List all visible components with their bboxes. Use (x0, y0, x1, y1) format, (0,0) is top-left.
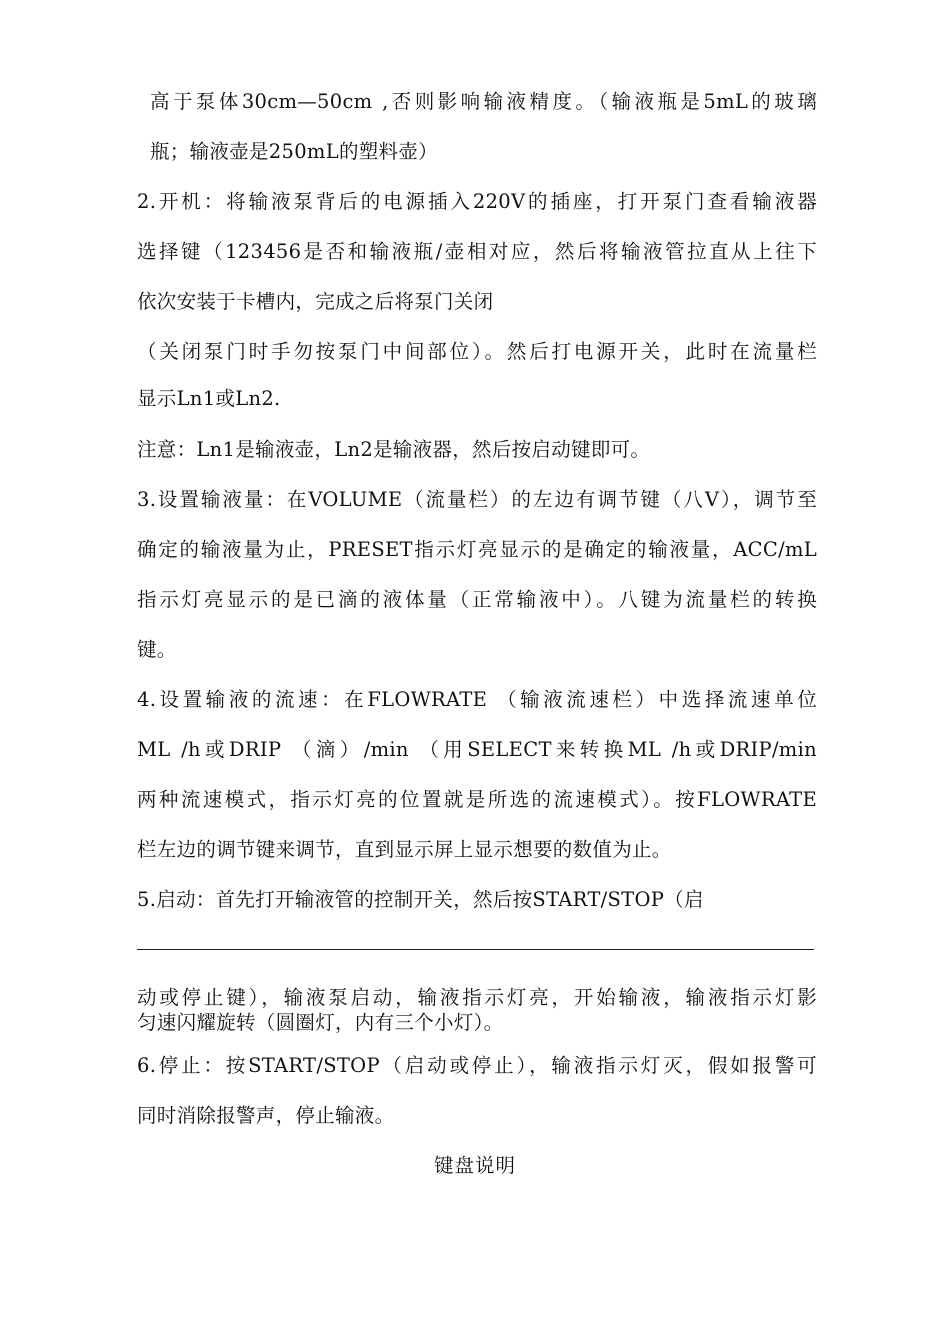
text-line: 指示灯亮显示的是已滴的液体量（正常输液中）。八键为流量栏的转换 (137, 588, 817, 611)
text-line: 5.启动：首先打开输液管的控制开关，然后按START/STOP（启 (137, 888, 704, 911)
text-line: 同时消除报警声，停止输液。 (137, 1104, 395, 1127)
text-line: 两种流速模式，指示灯亮的位置就是所选的流速模式）。按FLOWRATE (137, 788, 817, 811)
text-line: 依次安装于卡槽内，完成之后将泵门关闭 (137, 290, 494, 313)
text-line: 显示Ln1或Ln2. (137, 387, 281, 410)
text-line: 2.开机：将输液泵背后的电源插入220V的插座，打开泵门查看输液器 (137, 190, 817, 213)
text-line: 3.设置输液量：在VOLUME（流量栏）的左边有调节键（八V），调节至 (137, 488, 817, 511)
text-line: 瓶；输液壶是250mL的塑料壶） (150, 140, 438, 163)
text-line: ML /h或DRIP （滴）/min （用SELECT来转换ML /h或DRIP/min (137, 738, 817, 761)
text-line: 6.停止：按START/STOP（启动或停止），输液指示灯灭，假如报警可 (137, 1054, 817, 1077)
text-line: 键。 (137, 638, 177, 661)
text-line: 动或停止键），输液泵启动，输液指示灯亮，开始输液，输液指示灯影 (137, 986, 817, 1009)
page-divider (137, 949, 814, 950)
text-line: 选择键（123456是否和输液瓶/壶相对应，然后将输液管拉直从上往下 (137, 240, 817, 263)
text-line: 栏左边的调节键来调节，直到显示屏上显示想要的数值为止。 (137, 838, 672, 861)
text-line: 确定的输液量为止，PRESET指示灯亮显示的是确定的输液量，ACC/mL (137, 538, 817, 561)
text-line: 注意：Ln1是输液壶，Ln2是输液器，然后按启动键即可。 (137, 438, 651, 461)
text-line: 匀速闪耀旋转（圆圈灯，内有三个小灯）。 (137, 1011, 504, 1034)
section-heading: 键盘说明 (433, 1154, 516, 1177)
text-line: （关闭泵门时手勿按泵门中间部位）。然后打电源开关，此时在流量栏 (137, 340, 817, 363)
text-line: 高于泵体30cm—50cm ,否则影响输液精度。（输液瓶是5mL的玻璃 (150, 90, 817, 113)
text-line: 4.设置输液的流速：在FLOWRATE （输液流速栏）中选择流速单位 (137, 688, 817, 711)
